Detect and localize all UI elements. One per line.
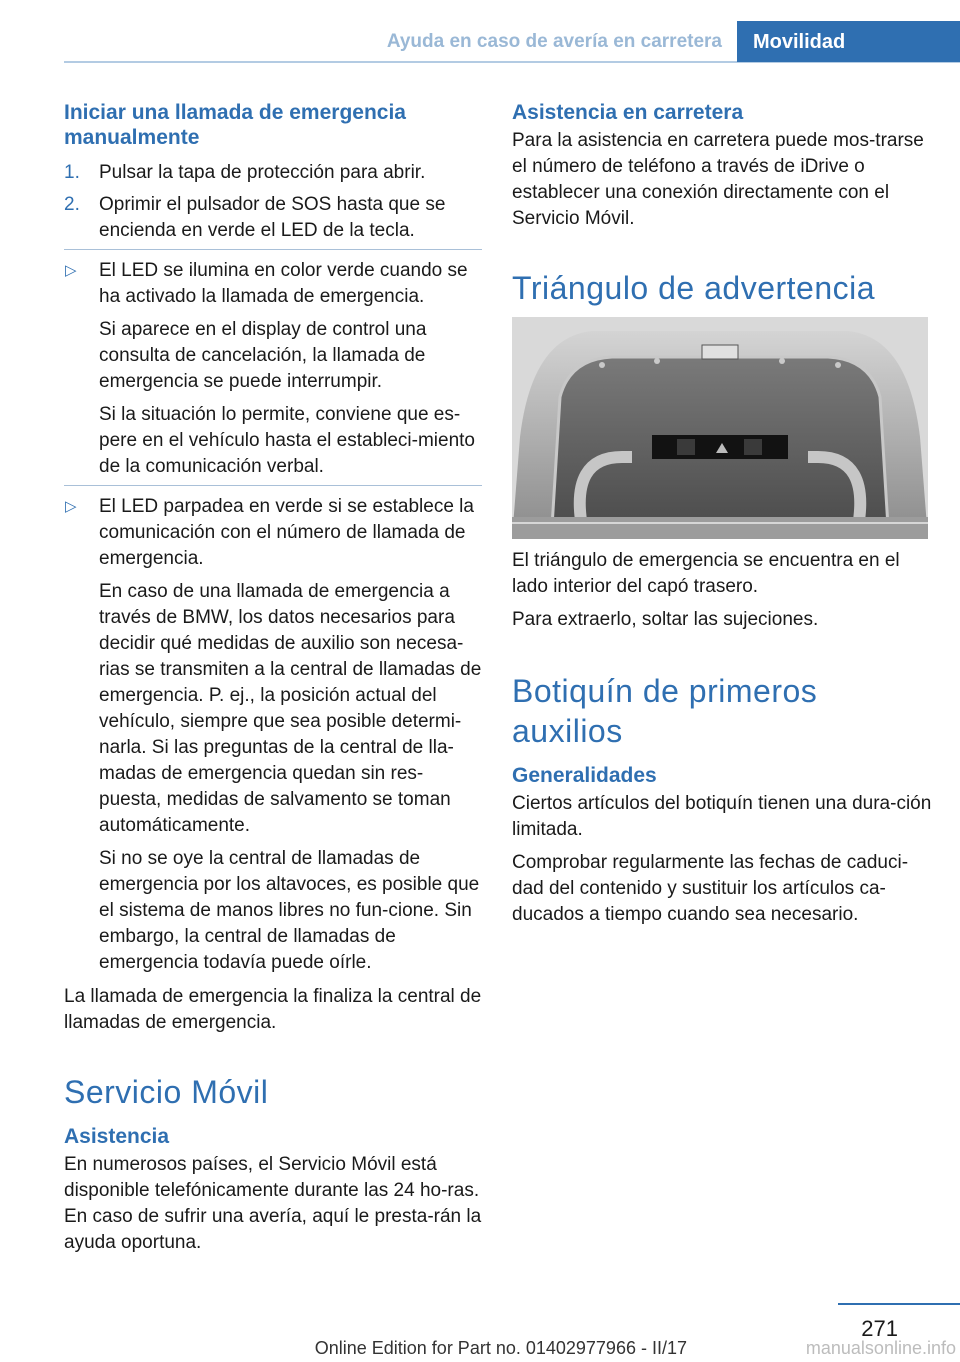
- heading-manual-call: Iniciar una llamada de emergencia manualmente: [64, 101, 406, 149]
- bullet-text: El LED parpadea en verde si se establece la comunicación con el número de llamada de emergencia.: [99, 496, 474, 569]
- heading-asistencia-carretera: Asistencia en carretera: [512, 101, 744, 124]
- bullet-item: [64, 258, 482, 480]
- steps-list: [64, 160, 482, 244]
- chapter-tab: Movilidad: [737, 21, 960, 62]
- bullet-item: [64, 494, 482, 976]
- step-text: Oprimir el pulsador de SOS hasta que se encienda en verde el LED de la tecla.: [99, 194, 446, 241]
- footer-rule: [838, 1303, 960, 1305]
- divider: [64, 249, 482, 250]
- heading-asistencia: Asistencia: [64, 1125, 170, 1148]
- step-number: 1.: [64, 162, 80, 183]
- bullet-paragraph: Si no se oye la central de llamadas de emergencia por los altavoces, es posible que el sistema de manos libres no fun-cione. Sin embargo, la central de llamadas de emergencia todavía puede oírle.: [99, 848, 480, 973]
- paragraph-asistencia: En numerosos países, el Servicio Móvil está disponible telefónicamente durante las 24 ho-ras. En caso de sufrir una avería, aquí le presta-rán la ayuda oportuna.: [64, 1154, 482, 1253]
- bullet-paragraph: Si la situación lo permite, conviene que es-pere en el vehículo hasta el estableci-miento de la comunicación verbal.: [99, 404, 476, 477]
- divider: [64, 485, 482, 486]
- paragraph-generalidades-2: Comprobar regularmente las fechas de caduci-dad del contenido y sustituir los artículos ca-ducados a tiempo cuando sea necesario.: [512, 852, 909, 925]
- paragraph-triangulo-ubicacion: El triángulo de emergencia se encuentra en el lado interior del capó trasero.: [512, 550, 900, 597]
- paragraph-asistencia-carretera: Para la asistencia en carretera puede mos-trarse el número de teléfono a través de iDrive o establecer una conexión directamente con el Servicio Móvil.: [512, 130, 924, 229]
- trunk-lid-photo: [512, 317, 928, 539]
- right-column: [512, 100, 932, 928]
- step-item: [64, 160, 482, 186]
- step-text: Pulsar la tapa de protección para abrir.: [99, 162, 426, 183]
- page-number: 271: [861, 1316, 898, 1341]
- edition-line: Online Edition for Part no. 01402977966 - II/17: [314, 1338, 687, 1358]
- paragraph-triangulo-extraer: Para extraerlo, soltar las sujeciones.: [512, 609, 819, 630]
- running-header-section: Ayuda en caso de avería en carretera: [386, 31, 722, 52]
- closing-paragraph: La llamada de emergencia la finaliza la central de llamadas de emergencia.: [64, 986, 482, 1033]
- step-number: 2.: [64, 194, 80, 215]
- heading-botiquin: Botiquín de primeros auxilios: [512, 673, 818, 749]
- bullet-text: El LED se ilumina en color verde cuando se ha activado la llamada de emergencia.: [99, 260, 468, 307]
- watermark: manualsonline.info: [805, 1338, 956, 1358]
- left-column: [64, 100, 482, 1256]
- heading-servicio-movil: Servicio Móvil: [64, 1074, 269, 1110]
- triangle-bullet-icon: ▷: [65, 262, 77, 279]
- heading-triangulo: Triángulo de advertencia: [512, 270, 876, 306]
- step-item: [64, 192, 482, 244]
- bullet-paragraph: Si aparece en el display de control una consulta de cancelación, la llamada de emergencia se puede interrumpir.: [99, 319, 427, 392]
- heading-generalidades: Generalidades: [512, 764, 657, 787]
- paragraph-generalidades-1: Ciertos artículos del botiquín tienen una dura-ción limitada.: [512, 793, 932, 840]
- triangle-bullet-icon: ▷: [65, 498, 77, 515]
- bullet-paragraph: En caso de una llamada de emergencia a través de BMW, los datos necesarios para decidir qué medidas de auxilio son necesa-rias se transmiten a la central de llamadas de emergencia. P. ej., la posición actual del vehículo, siempre que sea posible determi-narla. Si las preguntas de la central de lla-madas de emergencia quedan sin res-puesta, medidas de salvamento se toman automáticamente.: [99, 581, 482, 836]
